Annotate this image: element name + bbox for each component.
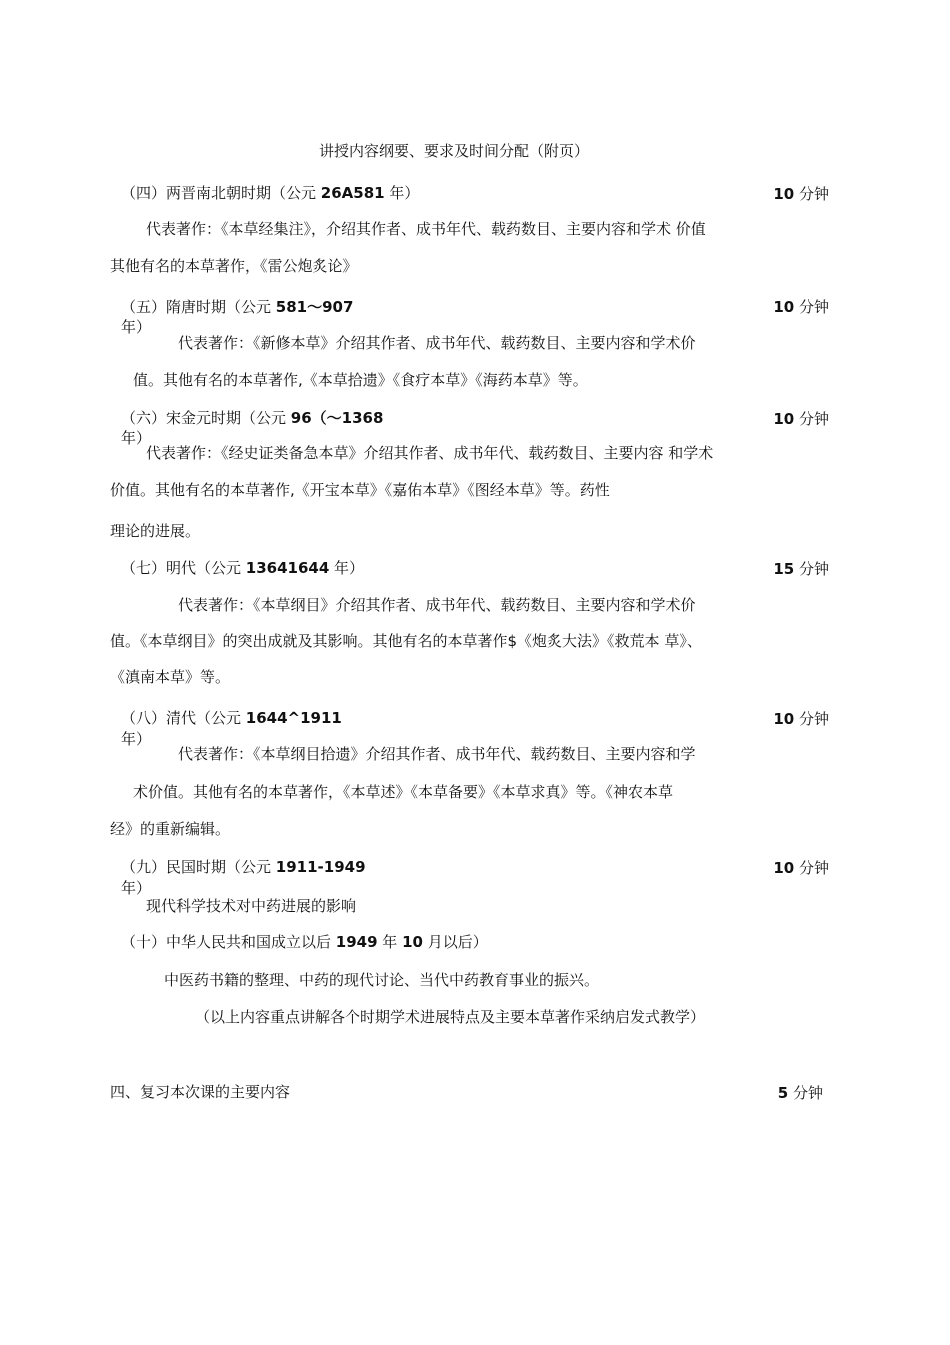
minutes-unit: 分钟 [798,185,829,203]
section-10-heading-text: （十）中华人民共和国成立以后 [121,933,336,951]
section-5-time [773,298,829,316]
section-4-time [773,185,829,203]
section-9-years: 1911-1949 [275,858,366,876]
teaching-note: （以上内容重点讲解各个时期学术进展特点及主要本草著作采纳启发式教学） [195,1008,706,1026]
section-9-heading-wrap: 年） [121,879,152,897]
section-10-heading-end: 月以后） [422,933,488,951]
page-title: 讲授内容纲要、要求及时间分配（附页） [319,142,590,160]
section-9-time [773,859,829,877]
section-6-minutes: 10 [773,410,795,428]
section-7-heading-end: 年） [329,559,365,577]
section-10-line-1: 中医药书籍的整理、中药的现代讨论、当代中药教育事业的振兴。 [164,971,600,989]
section-7-years: 13641644 [245,559,330,577]
review-heading: 四、复习本次课的主要内容 [110,1083,291,1101]
section-8-heading-wrap: 年） [121,730,152,748]
section-4-minutes: 10 [773,185,795,203]
section-8-line-3: 经》的重新编辑。 [110,820,231,838]
section-5-heading-text: （五）隋唐时期（公元 [121,298,276,316]
section-8-line-1: 代表著作：《本草纲目拾遗》介绍其作者、成书年代、载药数目、主要内容和学 [178,745,696,763]
section-7-line-1: 代表著作：《本草纲目》介绍其作者、成书年代、载药数目、主要内容和学术价 [178,596,696,614]
section-6-heading [121,409,383,427]
section-10-year: 1949 [335,933,378,951]
section-5-years: 581〜907 [275,298,354,316]
section-4-line-2: 其他有名的本草著作，《雷公炮炙论》 [110,257,358,275]
minutes-unit: 分钟 [798,560,829,578]
section-6-line-2: 价值。其他有名的本草著作,《开宝本草》《嘉佑本草》《图经本草》等。药性 [110,481,610,499]
section-4-line-1: 代表著作：《本草经集注》，介绍其作者、成书年代、载药数目、主要内容和学术 价值 [146,220,706,238]
section-7-heading-text: （七）明代（公元 [121,559,246,577]
section-6-line-1: 代表著作：《经史证类备急本草》介绍其作者、成书年代、载药数目、主要内容 和学术 [146,444,714,462]
section-6-years: 96（〜1368 [290,409,384,427]
section-5-heading [121,298,353,316]
section-5-minutes: 10 [773,298,795,316]
section-9-heading-text: （九）民国时期（公元 [121,858,276,876]
section-4-heading-text: （四）两晋南北朝时期（公元 [121,184,321,202]
section-7-minutes: 15 [773,560,795,578]
section-8-years: 1644^1911 [245,709,342,727]
review-minutes: 5 [777,1084,789,1102]
section-4-heading-end: 年） [384,184,420,202]
section-7-time [773,560,829,578]
section-10-month: 10 [402,933,423,951]
section-10-heading [121,933,488,951]
section-8-heading [121,709,342,727]
section-8-time [773,710,829,728]
section-8-heading-text: （八）清代（公元 [121,709,246,727]
section-4-heading [121,184,419,202]
section-5-line-2: 值。其他有名的本草著作,《本草拾遗》《食疗本草》《海药本草》等。 [133,371,588,389]
section-4-years: 26A581 [320,184,385,202]
section-5-line-1: 代表著作：《新修本草》介绍其作者、成书年代、载药数目、主要内容和学术价 [178,334,696,352]
section-6-heading-text: （六）宋金元时期（公元 [121,409,291,427]
section-6-heading-wrap: 年） [121,429,152,447]
section-10-year-unit: 年 [377,933,403,951]
section-8-line-2: 术价值。其他有名的本草著作，《本草述》《本草备要》《本草求真》等。《神农本草 [133,783,674,801]
section-9-minutes: 10 [773,859,795,877]
minutes-unit: 分钟 [798,298,829,316]
section-7-line-2: 值。《本草纲目》的突出成就及其影响。其他有名的本草著作$《炮炙大法》《救荒本 草》、 [110,632,702,650]
minutes-unit: 分钟 [798,859,829,877]
review-time [778,1084,823,1102]
section-5-heading-wrap: 年） [121,318,152,336]
section-7-line-3: 《滇南本草》等。 [110,668,231,686]
section-8-minutes: 10 [773,710,795,728]
section-6-line-3: 理论的进展。 [110,522,201,540]
minutes-unit: 分钟 [798,710,829,728]
minutes-unit: 分钟 [792,1084,823,1102]
minutes-unit: 分钟 [798,410,829,428]
section-6-time [773,410,829,428]
section-7-heading [121,559,364,577]
section-9-line-1: 现代科学技术对中药进展的影响 [146,897,357,915]
section-9-heading [121,858,366,876]
